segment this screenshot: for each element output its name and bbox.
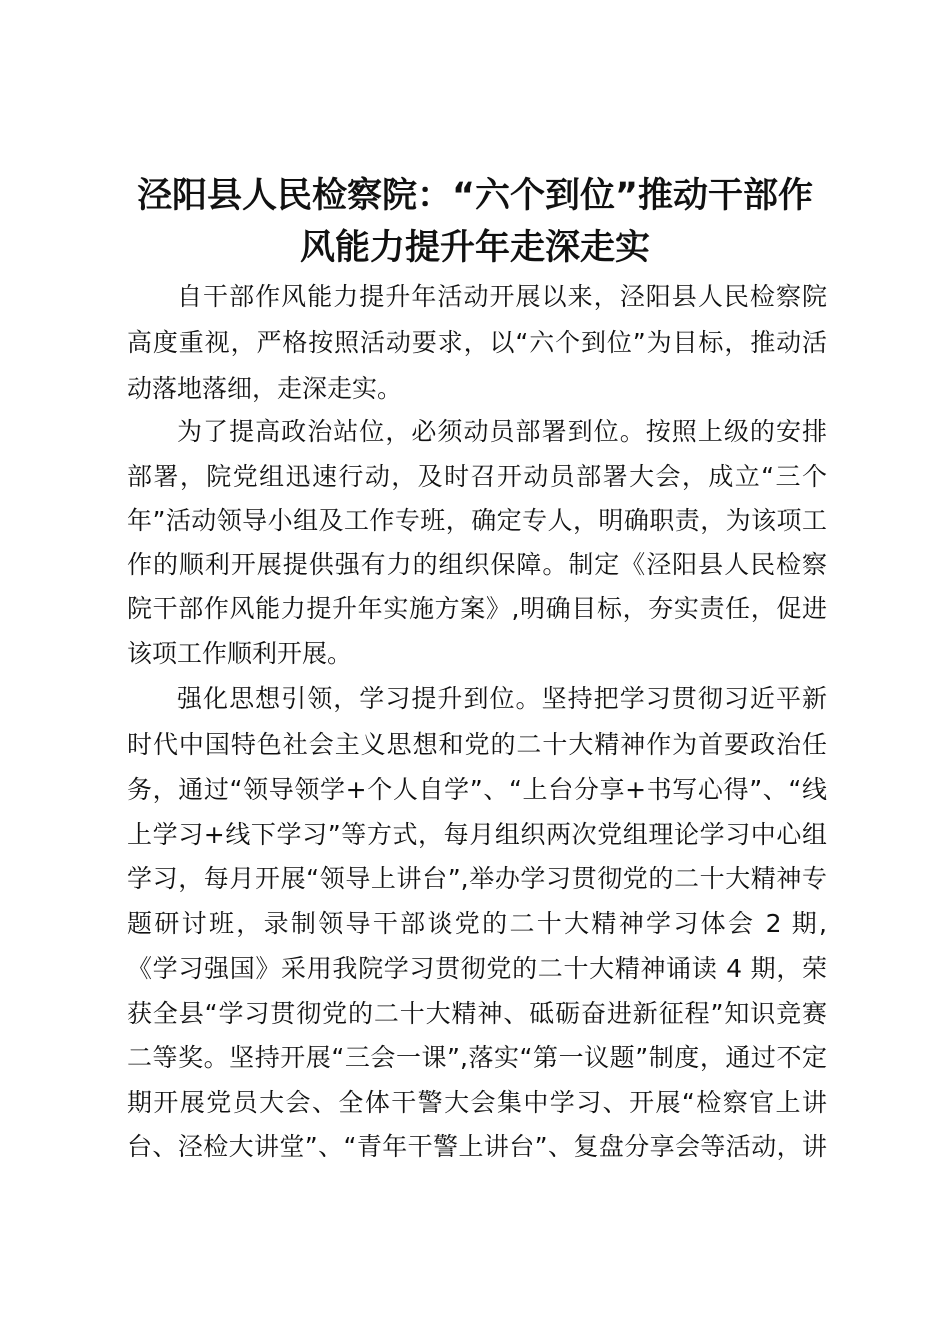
paragraph-3-line-11: 台、泾检大讲堂”、“青年干警上讲台”、复盘分享会等活动，讲 (127, 1132, 827, 1161)
paragraph-3-line-4: 上学习+线下学习”等方式，每月组织两次党组理论学习中心组 (127, 820, 827, 849)
paragraph-1-line-3: 动落地落细，走深走实。 (127, 374, 403, 403)
paragraph-3-line-2: 时代中国特色社会主义思想和党的二十大精神作为首要政治任 (127, 730, 827, 759)
paragraph-3-line-7: 《学习强国》采用我院学习贯彻党的二十大精神诵读 4 期，荣 (127, 954, 827, 983)
paragraph-1-line-1: 自干部作风能力提升年活动开展以来，泾阳县人民检察院 (177, 282, 827, 311)
document-title-line-1: 泾阳县人民检察院：“六个到位”推动干部作 (136, 176, 813, 216)
paragraph-3-line-1: 强化思想引领，学习提升到位。坚持把学习贯彻习近平新 (177, 684, 827, 713)
paragraph-3-line-8: 获全县“学习贯彻党的二十大精神、砥砺奋进新征程”知识竞赛 (127, 999, 827, 1028)
paragraph-3-line-9: 二等奖。坚持开展“三会一课”,落实“第一议题”制度，通过不定 (127, 1043, 827, 1072)
paragraph-2-line-4: 作的顺利开展提供强有力的组织保障。制定《泾阳县人民检察 (127, 550, 827, 579)
paragraph-3-line-5: 学习，每月开展“领导上讲台”,举办学习贯彻党的二十大精神专 (127, 864, 827, 893)
paragraph-2-line-2: 部署，院党组迅速行动，及时召开动员部署大会，成立“三个 (127, 462, 827, 491)
paragraph-2-line-6: 该项工作顺利开展。 (127, 639, 353, 668)
paragraph-1-line-2: 高度重视，严格按照活动要求，以“六个到位”为目标，推动活 (127, 328, 827, 357)
paragraph-3-line-10: 期开展党员大会、全体干警大会集中学习、开展“检察官上讲 (127, 1088, 827, 1117)
paragraph-3-line-6: 题研讨班，录制领导干部谈党的二十大精神学习体会 2 期, (127, 909, 827, 938)
paragraph-2-line-3: 年”活动领导小组及工作专班，确定专人，明确职责，为该项工 (127, 506, 827, 535)
paragraph-3-line-3: 务，通过“领导领学+个人自学”、“上台分享+书写心得”、“线 (127, 775, 827, 804)
document-title-line-2: 风能力提升年走深走实 (299, 228, 650, 268)
paragraph-2-line-1: 为了提高政治站位，必须动员部署到位。按照上级的安排 (177, 417, 827, 446)
paragraph-2-line-5: 院干部作风能力提升年实施方案》,明确目标，夯实责任，促进 (127, 594, 827, 623)
